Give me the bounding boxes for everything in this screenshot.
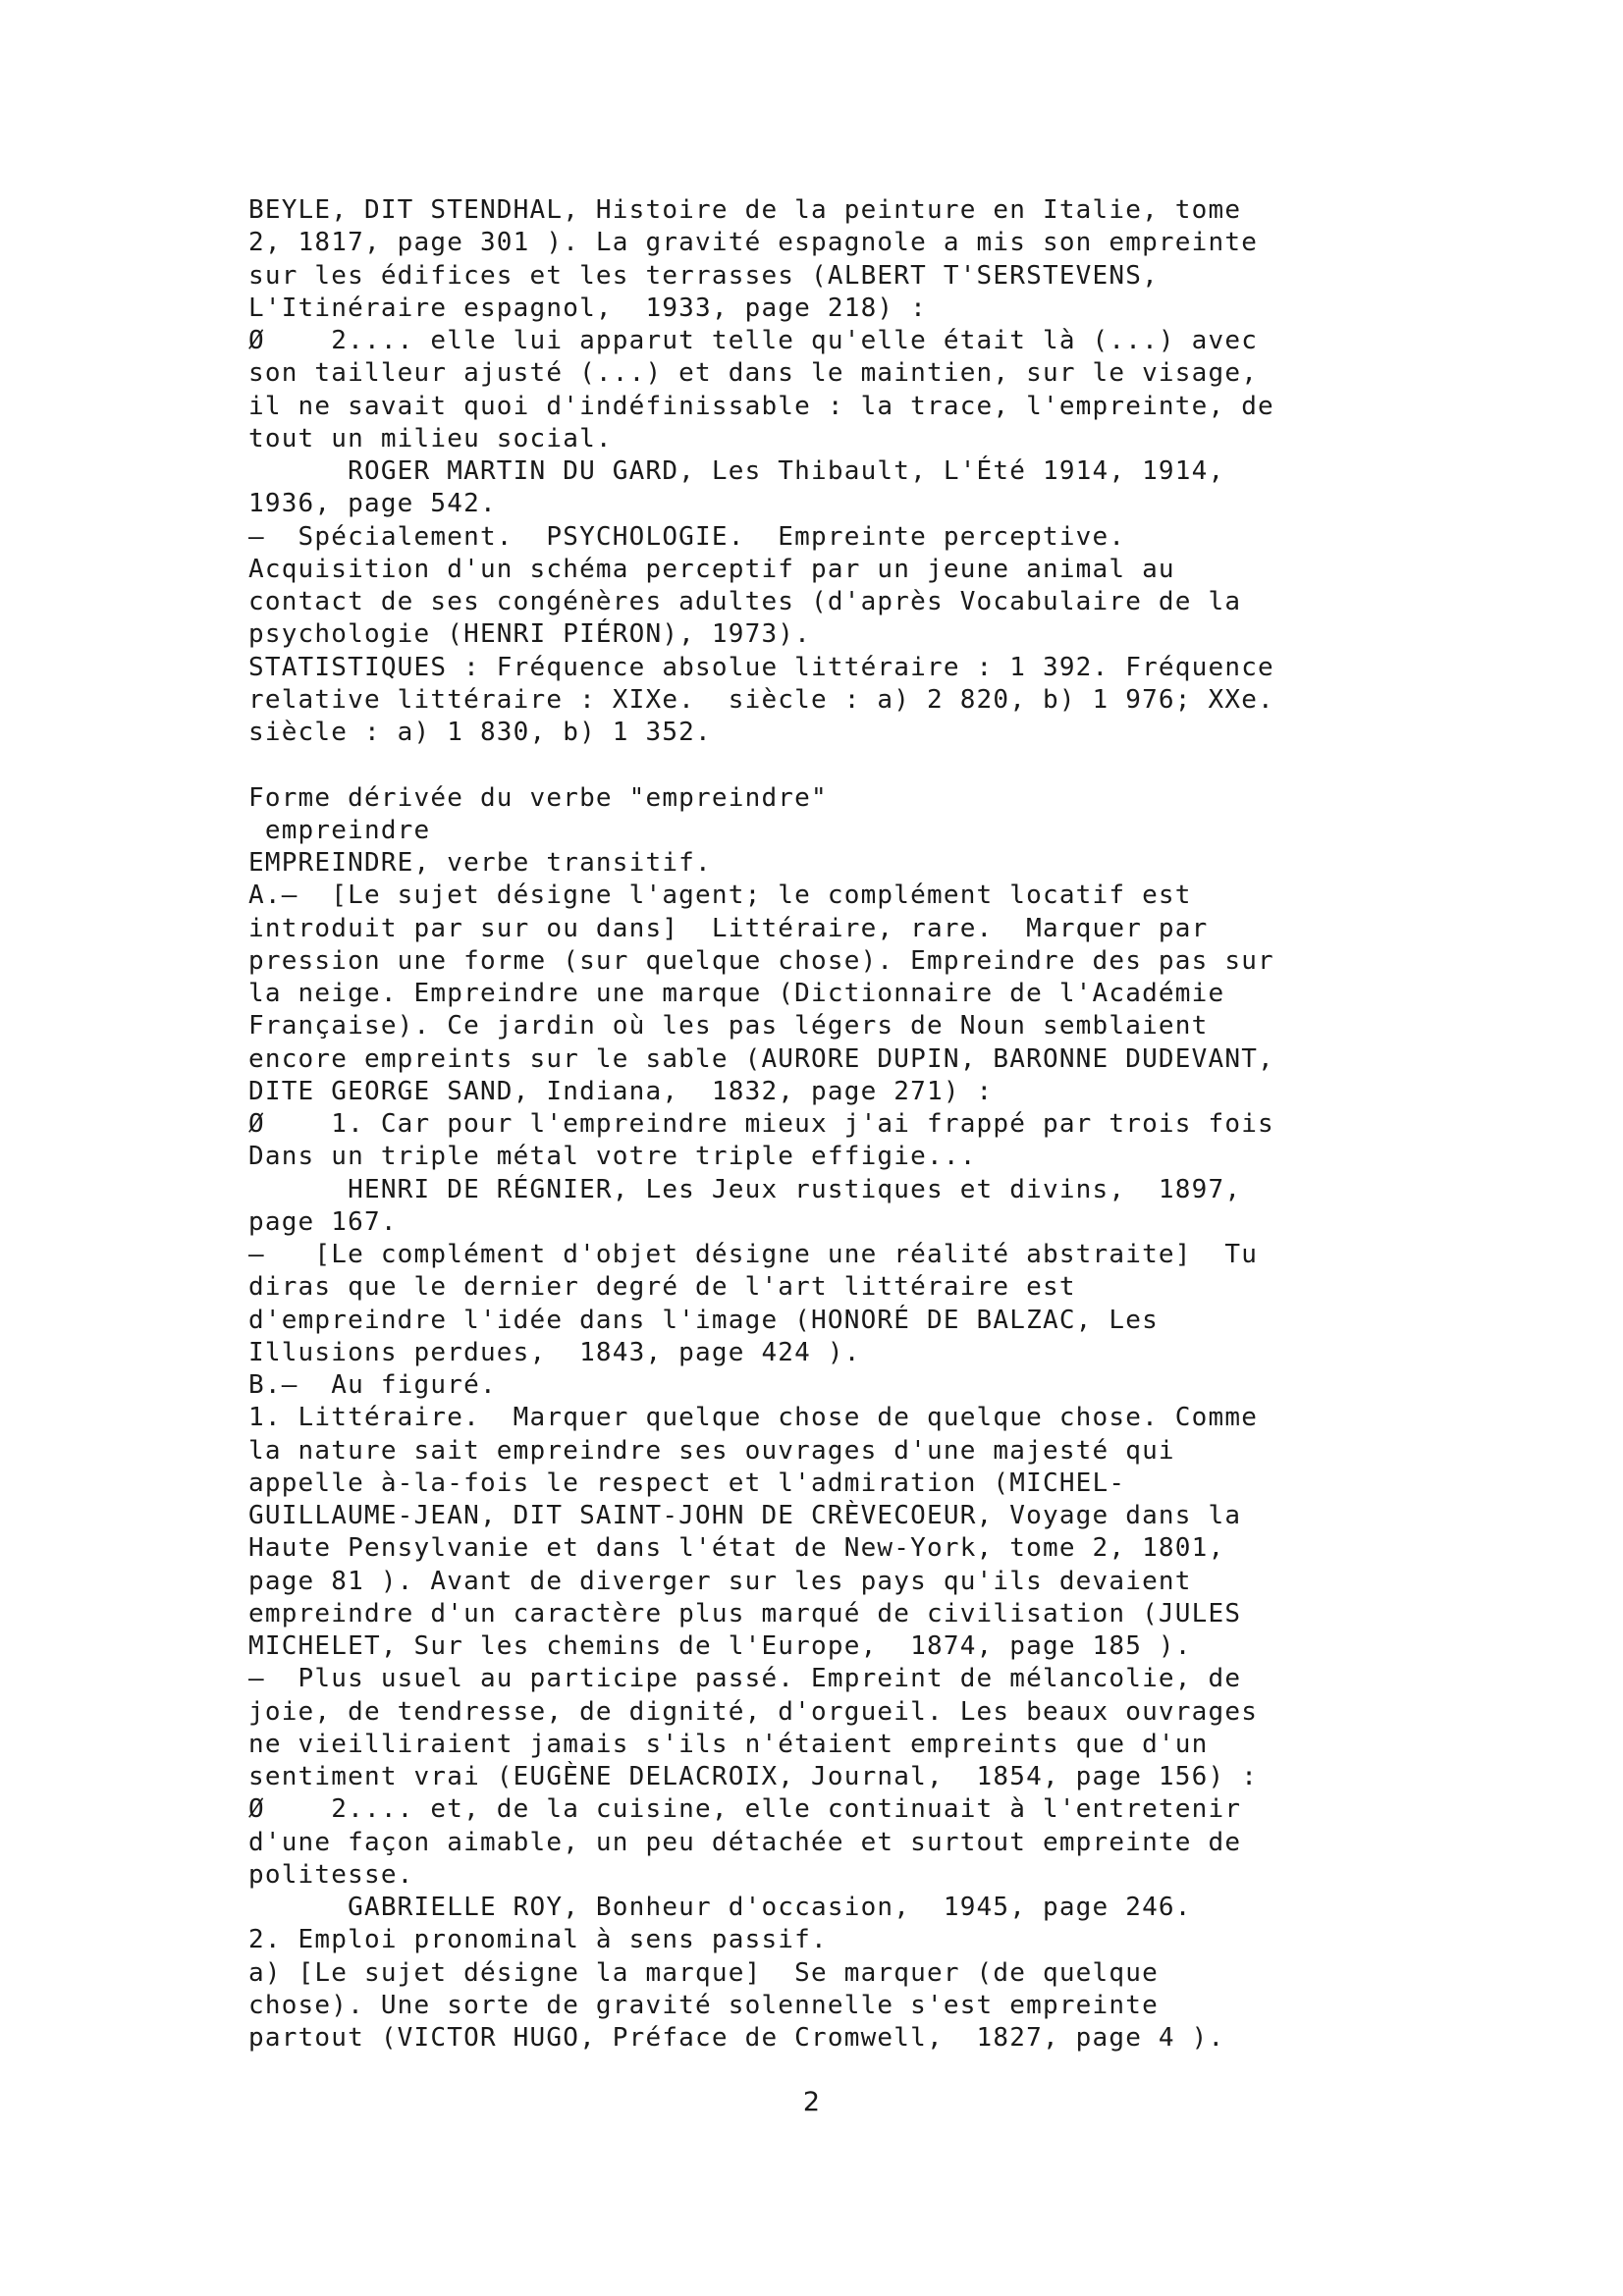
text-line: Ø 1. Car pour l'empreindre mieux j'ai frappé par trois fois [248,1109,1274,1139]
text-line: son tailleur ajusté (...) et dans le maintien, sur le visage, [248,358,1259,389]
text-line: politesse. [248,1859,414,1890]
text-line: ROGER MARTIN DU GARD, Les Thibault, L'Été 1914, 1914, [248,456,1225,486]
text-line: A.— [Le sujet désigne l'agent; le complément locatif est [248,881,1192,911]
text-line: L'Itinéraire espagnol, 1933, page 218) : [248,293,927,323]
text-line: sentiment vrai (EUGÈNE DELACROIX, Journal, 1854, page 156) : [248,1762,1259,1791]
text-line: psychologie (HENRI PIÉRON), 1973). [248,619,812,650]
text-line: Illusions perdues, 1843, page 424 ). [248,1337,861,1367]
text-line: encore empreints sur le sable (AURORE DUPIN, BARONNE DUDEVANT, [248,1043,1274,1074]
text-line: 2, 1817, page 301 ). La gravité espagnole a mis son empreinte [248,228,1259,258]
text-line: diras que le dernier degré de l'art littéraire est [248,1272,1076,1303]
text-line: GABRIELLE ROY, Bonheur d'occasion, 1945, page 246. [248,1893,1192,1922]
text-line: il ne savait quoi d'indéfinissable : la trace, l'empreinte, de [248,391,1274,421]
text-line: la neige. Empreindre une marque (Dictionnaire de l'Académie [248,979,1225,1008]
text-line: STATISTIQUES : Fréquence absolue littéraire : 1 392. Fréquence [248,652,1274,682]
text-line: chose). Une sorte de gravité solennelle s'est empreinte [248,1990,1159,2020]
text-line: siècle : a) 1 830, b) 1 352. [248,718,712,747]
text-line: EMPREINDRE, verbe transitif. [248,848,712,878]
text-line: joie, de tendresse, de dignité, d'orgueil. Les beaux ouvrages [248,1696,1259,1727]
text-line: empreindre [248,815,431,845]
text-line: Ø 2.... et, de la cuisine, elle continuait à l'entretenir [248,1794,1242,1825]
text-line: Acquisition d'un schéma perceptif par un jeune animal au [248,554,1175,584]
text-line [248,749,1486,781]
text-line: Ø 2.... elle lui apparut telle qu'elle était là (...) avec [248,326,1259,355]
text-line: — [Le complément d'objet désigne une réalité abstraite] Tu [248,1240,1259,1269]
text-line: tout un milieu social. [248,423,613,454]
text-line: la nature sait empreindre ses ouvrages d'une majesté qui [248,1435,1175,1466]
text-line: 1. Littéraire. Marquer quelque chose de quelque chose. Comme [248,1403,1259,1433]
text-line: appelle à-la-fois le respect et l'admiration (MICHEL- [248,1468,1126,1498]
text-line: Dans un triple métal votre triple effigie... [248,1142,977,1172]
text-line: empreindre d'un caractère plus marqué de civilisation (JULES [248,1598,1242,1629]
text-line: 2. Emploi pronominal à sens passif. [248,1925,828,1955]
text-line: introduit par sur ou dans] Littéraire, rare. Marquer par [248,913,1209,943]
text-line: DITE GEORGE SAND, Indiana, 1832, page 271) : [248,1076,994,1106]
text-line: relative littéraire : XIXe. siècle : a) 2 820, b) 1 976; XXe. [248,684,1274,715]
text-line: d'une façon aimable, un peu détachée et surtout empreinte de [248,1827,1242,1857]
text-line: d'empreindre l'idée dans l'image (HONORÉ DE BALZAC, Les [248,1305,1159,1335]
text-line: contact de ses congénères adultes (d'après Vocabulaire de la [248,587,1242,616]
text-line: — Plus usuel au participe passé. Empreint de mélancolie, de [248,1664,1242,1694]
text-line: GUILLAUME-JEAN, DIT SAINT-JOHN DE CRÈVECOEUR, Voyage dans la [248,1501,1242,1530]
text-line: BEYLE, DIT STENDHAL, Histoire de la peinture en Italie, tome [248,195,1242,225]
text-line: Haute Pensylvanie et dans l'état de New-York, tome 2, 1801, [248,1533,1225,1564]
text-line: a) [Le sujet désigne la marque] Se marquer (de quelque [248,1957,1159,1988]
text-line: ne vieilliraient jamais s'ils n'étaient empreints que d'un [248,1729,1209,1759]
text-line: pression une forme (sur quelque chose). Empreindre des pas sur [248,945,1274,976]
text-line: page 81 ). Avant de diverger sur les pays qu'ils devaient [248,1566,1192,1596]
text-line: Forme dérivée du verbe "empreindre" [248,782,828,813]
page-number: 2 [802,2087,821,2117]
text-line: B.— Au figuré. [248,1370,497,1400]
body-text [248,194,1486,2055]
text-line: Française). Ce jardin où les pas légers de Noun semblaient [248,1011,1209,1041]
text-line: 1936, page 542. [248,489,497,519]
text-line: — Spécialement. PSYCHOLOGIE. Empreinte perceptive. [248,521,1126,552]
text-line: HENRI DE RÉGNIER, Les Jeux rustiques et divins, 1897, [248,1174,1242,1204]
text-line: partout (VICTOR HUGO, Préface de Cromwell, 1827, page 4 ). [248,2023,1225,2053]
text-line: page 167. [248,1206,398,1237]
text-line: sur les édifices et les terrasses (ALBERT T'SERSTEVENS, [248,260,1159,291]
text-line: MICHELET, Sur les chemins de l'Europe, 1874, page 185 ). [248,1631,1192,1661]
